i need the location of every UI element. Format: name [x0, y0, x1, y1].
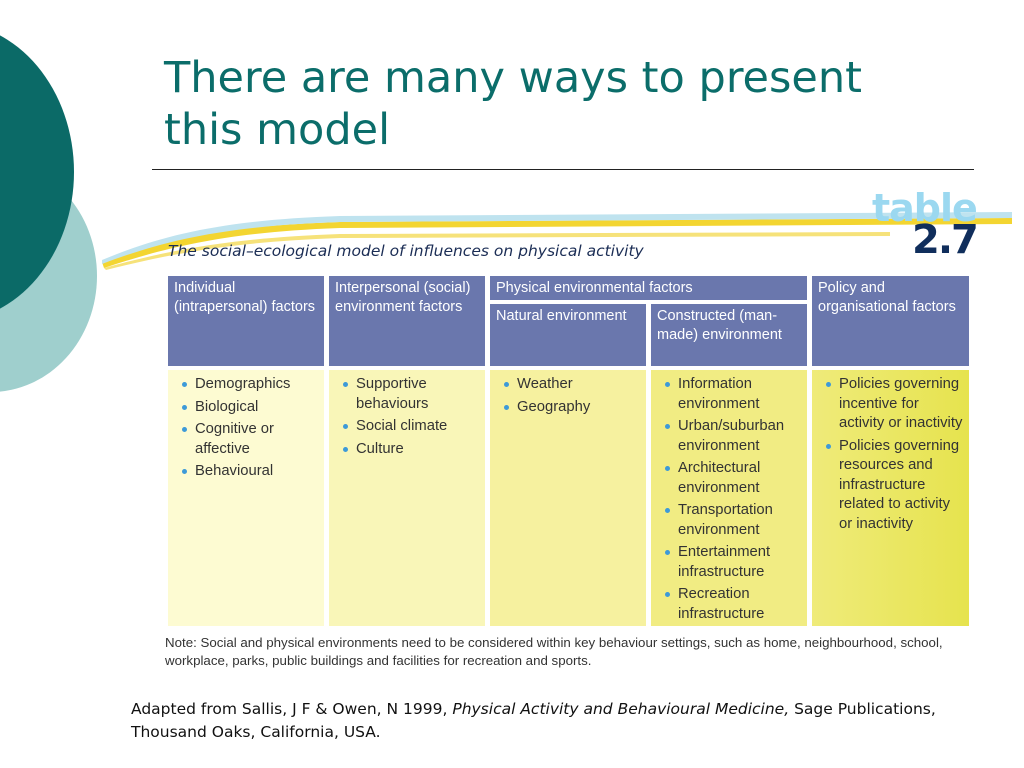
bullet-item: Social climate — [341, 417, 479, 437]
header-physical: Physical environmental factors — [490, 276, 807, 300]
bullet-list — [180, 375, 318, 482]
bullet-item: Entertainment infrastructure — [663, 543, 801, 582]
bullet-list — [663, 375, 801, 624]
slide-title: There are many ways to present this model — [164, 53, 862, 155]
table-badge-number: 2.7 — [912, 217, 977, 263]
bullet-item: Culture — [341, 440, 479, 460]
column-individual — [168, 370, 324, 626]
column-interpersonal — [329, 370, 485, 626]
bullet-item: Policies governing resources and infrastructure related to activity or inactivity — [824, 437, 963, 535]
title-divider — [152, 169, 974, 170]
bullet-item: Transportation environment — [663, 501, 801, 540]
column-natural — [490, 370, 646, 626]
bullet-item: Cognitive or affective — [180, 420, 318, 459]
bullet-item: Urban/suburban environment — [663, 417, 801, 456]
header-policy: Policy and organisational factors — [812, 276, 969, 366]
citation-book-title: Physical Activity and Behavioural Medicine, — [452, 700, 790, 718]
bullet-item: Policies governing incentive for activity or inactivity — [824, 375, 963, 434]
bullet-item: Geography — [502, 398, 640, 418]
bullet-list — [341, 375, 479, 459]
column-policy — [812, 370, 969, 626]
bullet-item: Behavioural — [180, 462, 318, 482]
bullet-list — [502, 375, 640, 417]
table-caption: The social–ecological model of influences on physical activity — [168, 242, 644, 260]
bullet-item: Recreation infrastructure — [663, 585, 801, 624]
bullet-item: Architectural environment — [663, 459, 801, 498]
header-interpersonal: Interpersonal (social) environment factors — [329, 276, 485, 366]
bullet-item: Biological — [180, 398, 318, 418]
table-note: Note: Social and physical environments need to be considered within key behaviour settings, such as home, neighbourhood, school, workplace, parks, public buildings and facilities for recreation and sports. — [165, 635, 943, 668]
header-individual: Individual (intrapersonal) factors — [168, 276, 324, 366]
citation-suffix: Sage Publications, Thousand Oaks, California, USA. — [131, 700, 936, 741]
column-constructed — [651, 370, 807, 626]
bullet-item: Supportive behaviours — [341, 375, 479, 414]
header-natural: Natural environment — [490, 304, 646, 366]
citation-prefix: Adapted from Sallis, J F & Owen, N 1999, — [131, 700, 453, 718]
bullet-item: Demographics — [180, 375, 318, 395]
bullet-item: Weather — [502, 375, 640, 395]
table-badge-word: table — [872, 186, 977, 230]
bullet-item: Information environment — [663, 375, 801, 414]
source-citation — [131, 698, 1011, 744]
bullet-list — [824, 375, 963, 534]
header-constructed: Constructed (man-made) environment — [651, 304, 807, 366]
